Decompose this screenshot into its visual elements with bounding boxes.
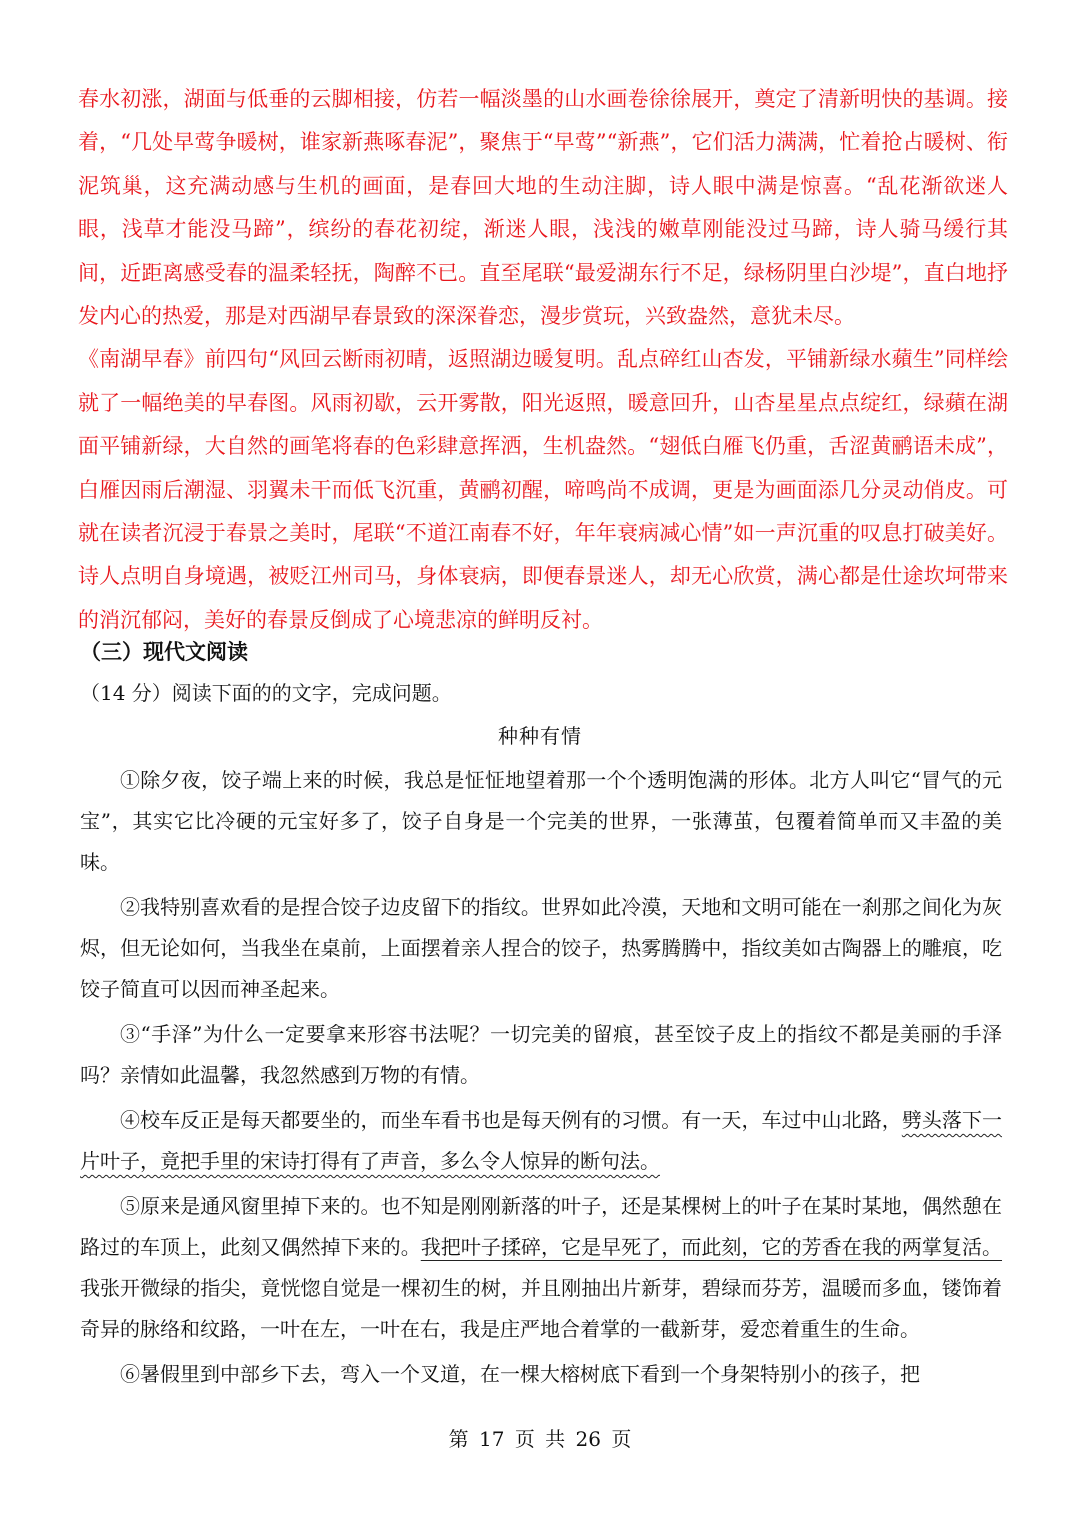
wavy-underlined-sentence: 劈头落下一片叶子，竟把手里的宋诗打得有了声音，多么令人惊异的断句法。 [80,1108,1003,1173]
section-heading: （三）现代文阅读 [80,640,248,664]
answer-analysis [78,78,1008,642]
reading-passage [80,760,1002,1395]
passage-paragraph-1: ①除夕夜，饺子端上来的时候，我总是怔怔地望着那一个个透明饱满的形体。北方人叫它“冒气的元宝”，其实它比冷硬的元宝好多了，饺子自身是一个完美的世界，一张薄茧，包覆着简单而又丰盈的美味。 [80,768,1002,874]
passage-paragraph-6: ⑥暑假里到中部乡下去，弯入一个叉道，在一棵大榕树底下看到一个身架特别小的孩子，把 [120,1362,920,1386]
question-intro: （14 分）阅读下面的的文字，完成问题。 [80,681,452,705]
paragraph-5-text-end: 我张开微绿的指尖，竟恍惚自觉是一棵初生的树，并且刚抽出片新芽，碧绿而芬芳，温暖而多血，镂饰着奇异的脉络和纹路，一叶在左，一叶在右，我是庄严地合着掌的一截新芽，爱恋着重生的生命。 [80,1276,1002,1341]
analysis-paragraph-2: 《南湖早春》前四句“风回云断雨初晴，返照湖边暖复明。乱点碎红山杏发，平铺新绿水蘋生”同样绘就了一幅绝美的早春图。风雨初歇，云开雾散，阳光返照，暖意回升，山杏星星点点绽红，绿蘋在湖面平铺新绿，大自然的画笔将春的色彩肆意挥洒，生机盎然。“翅低白雁飞仍重，舌涩黄鹂语未成”，白雁因雨后潮湿、羽翼未干而低飞沉重，黄鹂初醒，啼鸣尚不成调，更是为画面添几分灵动俏皮。可就在读者沉浸于春景之美时，尾联“不道江南春不好，年年衰病减心情”如一声沉重的叹息打破美好。诗人点明自身境遇，被贬江州司马，身体衰病，即便春景迷人，却无心欣赏，满心都是仕途坎坷带来的消沉郁闷，美好的春景反倒成了心境悲凉的鲜明反衬。 [78,347,1008,632]
passage-title: 种种有情 [498,724,582,748]
passage-paragraph-4 [80,1100,1002,1182]
paragraph-5-text-start: ⑤原来是通风窗里掉下来的。也不知是刚刚新落的叶子，还是某棵树上的叶子在某时某地，偶然憩在路过的车顶上，此刻又偶然掉下来的。 [80,1194,1002,1259]
analysis-paragraph-1: 春水初涨，湖面与低垂的云脚相接，仿若一幅淡墨的山水画卷徐徐展开，奠定了清新明快的基调。接着，“几处早莺争暖树，谁家新燕啄春泥”，聚焦于“早莺”“新燕”，它们活力满满，忙着抢占暖树、衔泥筑巢，这充满动感与生机的画面，是春回大地的生动注脚，诗人眼中满是惊喜。“乱花渐欲迷人眼，浅草才能没马蹄”，缤纷的春花初绽，渐迷人眼，浅浅的嫩草刚能没过马蹄，诗人骑马缓行其间，近距离感受春的温柔轻抚，陶醉不已。直至尾联“最爱湖东行不足，绿杨阴里白沙堤”，直白地抒发内心的热爱，那是对西湖早春景致的深深眷恋，漫步赏玩，兴致盎然，意犹未尽。 [78,87,1008,329]
page-footer: 第 17 页 共 26 页 [448,1427,632,1451]
passage-paragraph-3: ③“手泽”为什么一定要拿来形容书法呢？一切完美的留痕，甚至饺子皮上的指纹不都是美丽的手泽吗？亲情如此温馨，我忽然感到万物的有情。 [80,1022,1002,1087]
passage-paragraph-2: ②我特别喜欢看的是捏合饺子边皮留下的指纹。世界如此冷漠，天地和文明可能在一刹那之间化为灰烬，但无论如何，当我坐在桌前，上面摆着亲人捏合的饺子，热雾腾腾中，指纹美如古陶器上的雕痕，吃饺子简直可以因而神圣起来。 [80,895,1002,1001]
passage-paragraph-5 [80,1186,1002,1350]
paragraph-4-text: ④校车反正是每天都要坐的，而坐车看书也是每天例有的习惯。有一天，车过中山北路， [120,1108,902,1132]
underlined-sentence: 我把叶子揉碎，它是早死了，而此刻，它的芳香在我的两掌复活。 [420,1235,1003,1259]
